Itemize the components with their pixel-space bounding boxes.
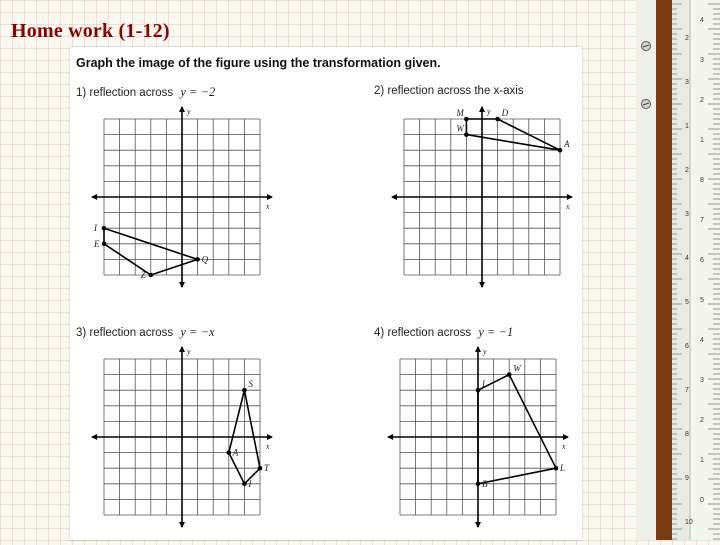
y-axis-arrow bbox=[179, 106, 185, 112]
vertex-point bbox=[242, 482, 247, 487]
x-axis-arrow bbox=[567, 194, 573, 200]
problem-number: 1) bbox=[76, 87, 87, 99]
vertex-label: A bbox=[564, 139, 570, 150]
y-axis-label: y bbox=[187, 107, 191, 116]
ruler-number: 9 bbox=[685, 475, 689, 482]
ruler-number: 10 bbox=[685, 519, 693, 526]
vertex-label: A bbox=[232, 447, 239, 458]
figure-edge bbox=[151, 259, 198, 275]
vertex-label: D bbox=[501, 108, 509, 118]
x-axis-arrow bbox=[267, 434, 273, 440]
ruler-number: 2 bbox=[685, 35, 689, 42]
problem-2-label bbox=[374, 85, 524, 97]
x-axis-arrow bbox=[387, 434, 393, 440]
x-axis-arrow bbox=[391, 194, 397, 200]
vertex-label: I bbox=[248, 478, 252, 489]
ruler-number: 4 bbox=[700, 17, 704, 24]
vertex-point bbox=[507, 372, 512, 377]
vertex-label: M bbox=[456, 108, 464, 118]
vertex-label: E bbox=[94, 238, 100, 249]
ruler-number: 1 bbox=[700, 137, 704, 144]
ruler-number: 6 bbox=[685, 343, 689, 350]
ruler-number: 8 bbox=[700, 177, 704, 184]
coordinate-grid bbox=[390, 105, 574, 289]
x-axis-label: x bbox=[266, 202, 270, 211]
y-axis-label: y bbox=[187, 347, 191, 356]
ruler-number: 5 bbox=[700, 297, 704, 304]
problem-4-label bbox=[374, 325, 513, 340]
y-axis-arrow bbox=[179, 522, 185, 528]
slide-title: Home work (1-12) bbox=[11, 20, 170, 42]
vertex-point bbox=[242, 388, 247, 393]
y-axis-arrow bbox=[479, 106, 485, 112]
problem-text: reflection across bbox=[89, 327, 174, 339]
vertex-label: I bbox=[482, 379, 485, 390]
problem-text: reflection across bbox=[387, 327, 472, 339]
ruler-number: 7 bbox=[700, 217, 704, 224]
ruler-number: 3 bbox=[685, 211, 689, 218]
problem-number: 2) bbox=[374, 85, 385, 97]
vertex-label: B bbox=[482, 478, 488, 489]
problem-4-graph bbox=[386, 345, 570, 529]
figure-edge bbox=[478, 468, 556, 484]
problem-number: 4) bbox=[374, 327, 385, 339]
ruler-number: 8 bbox=[685, 431, 689, 438]
problem-number: 3) bbox=[76, 327, 87, 339]
vertex-point bbox=[464, 132, 469, 137]
problem-3-graph bbox=[90, 345, 274, 529]
ruler-number: 3 bbox=[700, 57, 704, 64]
ruler-number: 7 bbox=[685, 387, 689, 394]
vertex-point bbox=[476, 482, 481, 487]
x-axis-label: x bbox=[562, 442, 566, 451]
x-axis-arrow bbox=[267, 194, 273, 200]
worksheet-heading: Graph the image of the figure using the transformation given. bbox=[76, 56, 441, 70]
vertex-label: I bbox=[94, 223, 97, 234]
problem-1-label bbox=[76, 85, 215, 100]
problem-text: reflection across the x-axis bbox=[387, 85, 524, 97]
figure-edge bbox=[244, 468, 260, 484]
ruler-number: 3 bbox=[685, 79, 689, 86]
vertex-label: T bbox=[264, 463, 270, 474]
vertex-point bbox=[258, 466, 263, 471]
vertex-point bbox=[495, 117, 500, 122]
worksheet-image bbox=[70, 47, 582, 540]
vertex-point bbox=[149, 273, 154, 278]
ruler-number: 2 bbox=[700, 97, 704, 104]
ruler-number: 0 bbox=[700, 497, 704, 504]
ruler-number: 1 bbox=[700, 457, 704, 464]
vertex-point bbox=[102, 242, 107, 247]
ruler-number: 1 bbox=[685, 123, 689, 130]
problem-equation: y = −1 bbox=[478, 325, 514, 339]
x-axis-arrow bbox=[563, 434, 569, 440]
vertex-point bbox=[554, 466, 559, 471]
ruler-number: 6 bbox=[700, 257, 704, 264]
vertex-point bbox=[558, 148, 563, 153]
problem-2-graph bbox=[390, 105, 574, 289]
vertex-label: Z bbox=[140, 270, 146, 280]
vertex-label: Q bbox=[201, 254, 209, 265]
ruler-number: 4 bbox=[700, 337, 704, 344]
coordinate-grid bbox=[90, 345, 274, 529]
ruler-number: 4 bbox=[685, 255, 689, 262]
vertex-point bbox=[195, 257, 200, 262]
ruler-number: 2 bbox=[700, 417, 704, 424]
vertex-label: W bbox=[513, 363, 521, 374]
x-axis-label: x bbox=[266, 442, 270, 451]
x-axis-arrow bbox=[91, 434, 97, 440]
ruler-number: 5 bbox=[685, 299, 689, 306]
y-axis-arrow bbox=[475, 522, 481, 528]
ruler-number: 2 bbox=[685, 167, 689, 174]
x-axis-label: x bbox=[566, 202, 570, 211]
coordinate-grid bbox=[90, 105, 274, 289]
ruler-wood-strip bbox=[656, 0, 672, 540]
vertex-point bbox=[102, 226, 107, 231]
problem-3-label bbox=[76, 325, 215, 340]
vertex-point bbox=[227, 450, 232, 455]
y-axis-arrow bbox=[179, 346, 185, 352]
vertex-label: W bbox=[456, 123, 464, 134]
problem-text: reflection across bbox=[89, 87, 174, 99]
problem-1-graph bbox=[90, 105, 274, 289]
problem-equation: y = −x bbox=[180, 325, 215, 339]
x-axis-arrow bbox=[91, 194, 97, 200]
ruler-number: 3 bbox=[700, 377, 704, 384]
problem-equation: y = −2 bbox=[180, 85, 216, 99]
y-axis-arrow bbox=[179, 282, 185, 288]
y-axis-label: y bbox=[487, 107, 491, 116]
vertex-label: S bbox=[248, 379, 253, 390]
y-axis-arrow bbox=[475, 346, 481, 352]
figure-edge bbox=[244, 390, 260, 468]
y-axis-arrow bbox=[479, 282, 485, 288]
vertex-label: L bbox=[560, 463, 566, 474]
ruler-decoration bbox=[636, 0, 720, 540]
vertex-point bbox=[476, 388, 481, 393]
vertex-point bbox=[464, 117, 469, 122]
coordinate-grid bbox=[386, 345, 570, 529]
y-axis-label: y bbox=[483, 347, 487, 356]
